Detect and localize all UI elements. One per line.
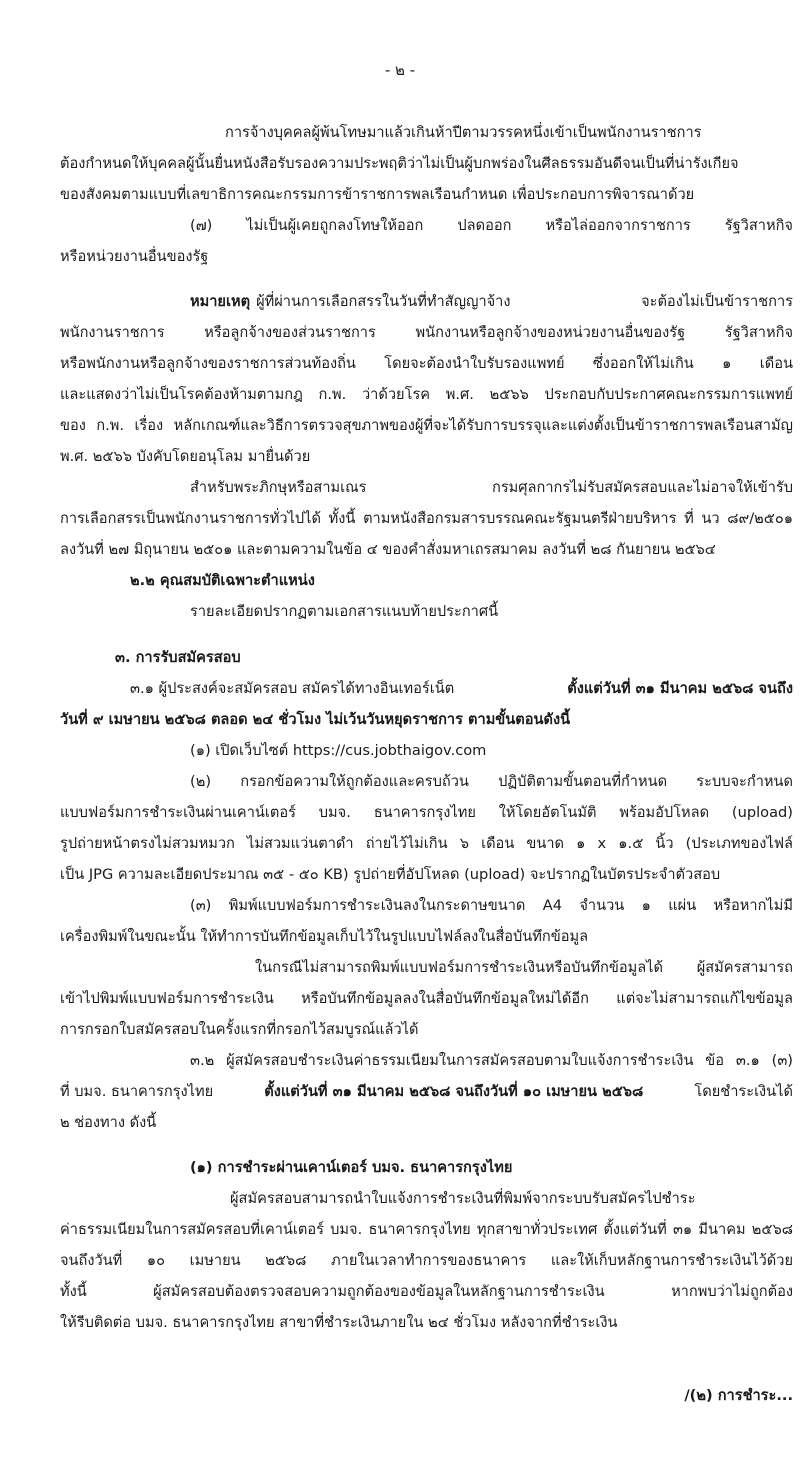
paragraph-line: ๒ ช่องทาง ดังนี้ [60, 1114, 157, 1131]
paragraph-line: เข้าไปพิมพ์แบบฟอร์มการชำระเงิน หรือบันทึกข้อมูลลงในสื่อบันทึกข้อมูลใหม่ได้อีก แต่จะไม่สามารถแก้ไขข้อมูล [60, 990, 793, 1007]
paragraph-line: ต้องกำหนดให้บุคคลผู้นั้นยื่นหนังสือรับรองความประพฤติว่าไม่เป็นผู้บกพร่องในศีลธรรมอันดีจนเป็นที่น่ารังเกียจ [60, 155, 739, 172]
section-heading: ๓. การรับสมัครสอบ [115, 649, 241, 666]
page-number: - ๒ - [384, 61, 416, 79]
paragraph-line: พนักงานราชการ หรือลูกจ้างของส่วนราชการ พนักงานหรือลูกจ้างของหน่วยงานอื่นของรัฐ รัฐวิสาหกิจ [60, 324, 793, 341]
paragraph-line: ผู้สมัครสอบสามารถนำใบแจ้งการชำระเงินที่พิมพ์จากระบบรับสมัครไปชำระ [230, 1190, 696, 1207]
paragraph-line: การกรอกใบสมัครสอบในครั้งแรกที่กรอกไว้สมบูรณ์แล้วได้ [60, 1021, 419, 1038]
paragraph-line: ในกรณีไม่สามารถพิมพ์แบบฟอร์มการชำระเงินหรือบันทึกข้อมูลได้ ผู้สมัครสามารถ [255, 959, 793, 976]
paragraph-line: หรือพนักงานหรือลูกจ้างของราชการส่วนท้องถิ่น โดยจะต้องนำใบรับรองแพทย์ ซึ่งออกให้ไม่เกิน ๑ เดือน [60, 355, 793, 372]
paragraph-line: รายละเอียดปรากฏตามเอกสารแนบท้ายประกาศนี้ [190, 603, 499, 620]
paragraph-line: สำหรับพระภิกษุหรือสามเณร กรมศุลกากรไม่รับสมัครสอบและไม่อาจให้เข้ารับ [190, 479, 793, 496]
paragraph-line: หรือหน่วยงานอื่นของรัฐ [60, 248, 209, 265]
section-heading: ๒.๒ คุณสมบัติเฉพาะตำแหน่ง [130, 572, 315, 589]
pay-tail: โดยชำระเงินได้ [694, 1083, 793, 1100]
paragraph-line: การเลือกสรรเป็นพนักงานราชการทั่วไปได้ ทั้งนี้ ตามหนังสือกรมสารบรรณคณะรัฐมนตรีฝ่ายบริหาร ที่ นว ๘๙/๒๕๐๑ [60, 510, 793, 527]
pay-period: ตั้งแต่วันที่ ๓๑ มีนาคม ๒๕๖๘ จนถึงวันที่ ๑๐ เมษายน ๒๕๖๘ [264, 1083, 644, 1100]
paragraph-line: จนถึงวันที่ ๑๐ เมษายน ๒๕๖๘ ภายในเวลาทำการของธนาคาร และให้เก็บหลักฐานการชำระเงินไว้ด้วย [60, 1252, 793, 1269]
paragraph-line: เครื่องพิมพ์ในขณะนั้น ให้ทำการบันทึกข้อมูลเก็บไว้ในรูปแบบไฟล์ลงในสื่อบันทึกข้อมูล [60, 928, 589, 945]
note-line [190, 292, 793, 312]
note-label: หมายเหตุ [190, 293, 251, 310]
apply-period: ตั้งแต่วันที่ ๓๑ มีนาคม ๒๕๖๘ จนถึง [567, 680, 793, 697]
bank-name: ที่ บมจ. ธนาคารกรุงไทย [60, 1083, 214, 1100]
paragraph-line: การจ้างบุคคลผู้พ้นโทษมาแล้วเกินห้าปีตามวรรคหนึ่งเข้าเป็นพนักงานราชการ [225, 124, 702, 141]
paragraph-line: พ.ศ. ๒๕๖๖ บังคับโดยอนุโลม มายื่นด้วย [60, 448, 311, 465]
subsection-heading: (๑) การชำระผ่านเคาน์เตอร์ บมจ. ธนาคารกรุงไทย [190, 1159, 513, 1176]
apply-method: ๓.๑ ผู้ประสงค์จะสมัครสอบ สมัครได้ทางอินเทอร์เน็ต [130, 680, 455, 697]
paragraph-line [130, 679, 793, 699]
paragraph-line: (๗) ไม่เป็นผู้เคยถูกลงโทษให้ออก ปลดออก หรือไล่ออกจากราชการ รัฐวิสาหกิจ [190, 217, 793, 234]
paragraph-line: ทั้งนี้ ผู้สมัครสอบต้องตรวจสอบความถูกต้องของข้อมูลในหลักฐานการชำระเงิน หากพบว่าไม่ถูกต้อง [60, 1283, 793, 1300]
continuation-note: /(๒) การชำระ... [684, 1387, 793, 1404]
paragraph-line: ค่าธรรมเนียมในการสมัครสอบที่เคาน์เตอร์ บมจ. ธนาคารกรุงไทย ทุกสาขาทั่วประเทศ ตั้งแต่วันที่ ๓๑ มีนาคม ๒๕๖๘ [60, 1221, 793, 1238]
paragraph-line: (๓) พิมพ์แบบฟอร์มการชำระเงินลงในกระดาษขนาด A4 จำนวน ๑ แผ่น หรือหากไม่มี [190, 897, 793, 914]
note-text: ผู้ที่ผ่านการเลือกสรรในวันที่ทำสัญญาจ้าง จะต้องไม่เป็นข้าราชการ [256, 293, 793, 310]
paragraph-line: วันที่ ๙ เมษายน ๒๕๖๘ ตลอด ๒๔ ชั่วโมง ไม่เว้นวันหยุดราชการ ตามขั้นตอนดังนี้ [60, 711, 571, 728]
paragraph-line: เป็น JPG ความละเอียดประมาณ ๓๕ - ๕๐ KB) รูปถ่ายที่อัปโหลด (upload) จะปรากฏในบัตรประจำตัวสอบ [60, 866, 721, 883]
paragraph-line [60, 1082, 793, 1102]
paragraph-line: ให้รีบติดต่อ บมจ. ธนาคารกรุงไทย สาขาที่ชำระเงินภายใน ๒๔ ชั่วโมง หลังจากที่ชำระเงิน [60, 1314, 618, 1331]
paragraph-line: รูปถ่ายหน้าตรงไม่สวมหมวก ไม่สวมแว่นตาดำ ถ่ายไว้ไม่เกิน ๖ เดือน ขนาด ๑ x ๑.๕ นิ้ว (ประเภทของไฟล์ [60, 835, 793, 852]
paragraph-line: และแสดงว่าไม่เป็นโรคต้องห้ามตามกฎ ก.พ. ว่าด้วยโรค พ.ศ. ๒๕๖๖ ประกอบกับประกาศคณะกรรมการแพทย์ [60, 386, 793, 403]
paragraph-line: แบบฟอร์มการชำระเงินผ่านเคาน์เตอร์ บมจ. ธนาคารกรุงไทย ให้โดยอัตโนมัติ พร้อมอัปโหลด (upload) [60, 804, 793, 821]
paragraph-line: (๒) กรอกข้อความให้ถูกต้องและครบถ้วน ปฏิบัติตามขั้นตอนที่กำหนด ระบบจะกำหนด [190, 773, 793, 790]
paragraph-line: ของสังคมตามแบบที่เลขาธิการคณะกรรมการข้าราชการพลเรือนกำหนด เพื่อประกอบการพิจารณาด้วย [60, 186, 695, 203]
paragraph-line: ของ ก.พ. เรื่อง หลักเกณฑ์และวิธีการตรวจสุขภาพของผู้ที่จะได้รับการบรรจุและแต่งตั้งเป็นข้าราชการพลเรือนสามัญ [60, 417, 793, 434]
paragraph-line: ลงวันที่ ๒๗ มิถุนายน ๒๕๐๑ และตามความในข้อ ๔ ของคำสั่งมหาเถรสมาคม ลงวันที่ ๒๘ กันยายน ๒๕๖๔ [60, 541, 716, 558]
paragraph-line: (๑) เปิดเว็บไซต์ https://cus.jobthaigov.com [190, 742, 487, 759]
paragraph-line: ๓.๒ ผู้สมัครสอบชำระเงินค่าธรรมเนียมในการสมัครสอบตามใบแจ้งการชำระเงิน ข้อ ๓.๑ (๓) [190, 1052, 793, 1069]
